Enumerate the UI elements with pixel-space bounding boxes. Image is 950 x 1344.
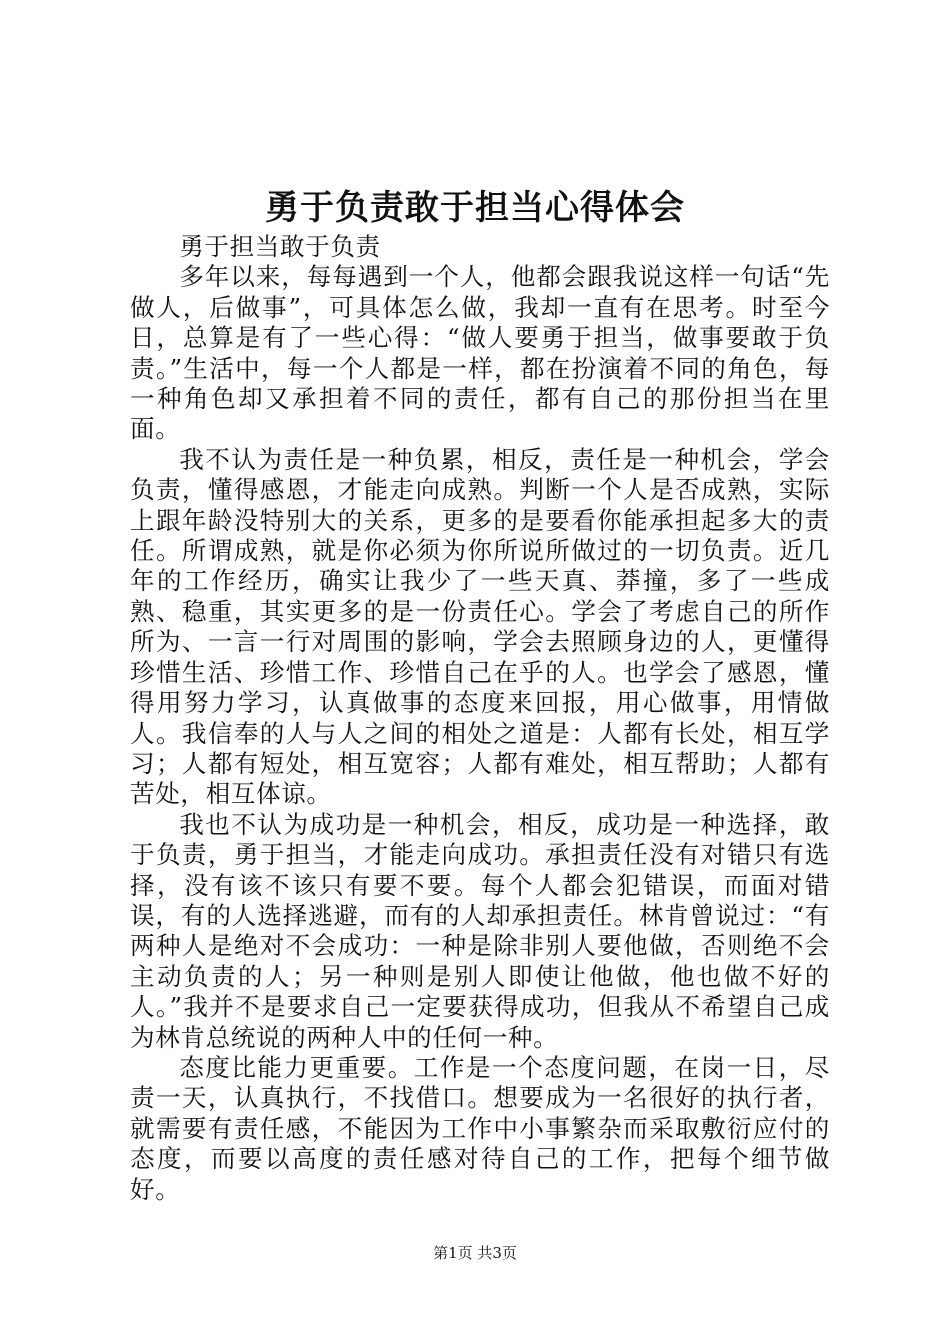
- paragraph: 我也不认为成功是一种机会，相反，成功是一种选择，敢于负责，勇于担当，才能走向成功。承担责任没有对错只有选择，没有该不该只有要不要。每个人都会犯错误，而面对错误，有的人选择逃避，而有的人却承担责任。林肯曾说过：“有两种人是绝对不会成功：一种是除非别人要他做，否则绝不会主动负责的人；另一种则是别人即使让他做，他也做不好的人。”我并不是要求自己一定要获得成功，但我从不希望自己成为林肯总统说的两种人中的任何一种。: [130, 809, 830, 1052]
- paragraph: 态度比能力更重要。工作是一个态度问题，在岗一日，尽责一天，认真执行，不找借口。想要成为一名很好的执行者，就需要有责任感，不能因为工作中小事繁杂而采取敷衍应付的态度，而要以高度的责任感对待自己的工作，把每个细节做好。: [130, 1052, 830, 1204]
- page-footer: [0, 1243, 950, 1263]
- paragraph-subtitle: 勇于担当敢于负责: [179, 232, 381, 261]
- document-title: 勇于负责敢于担当心得体会: [265, 188, 685, 228]
- page-number: 第1页 共3页: [433, 1244, 517, 1262]
- document-body: [130, 232, 830, 1205]
- paragraph: 我不认为责任是一种负累，相反，责任是一种机会，学会负责，懂得感恩，才能走向成熟。判断一个人是否成熟，实际上跟年龄没特别大的关系，更多的是要看你能承担起多大的责任。所谓成熟，就是你必须为你所说所做过的一切负责。近几年的工作经历，确实让我少了一些天真、莽撞，多了一些成熟、稳重，其实更多的是一份责任心。学会了考虑自己的所作所为、一言一行对周围的影响，学会去照顾身边的人，更懂得珍惜生活、珍惜工作、珍惜自己在乎的人。也学会了感恩，懂得用努力学习，认真做事的态度来回报，用心做事，用情做人。我信奉的人与人之间的相处之道是：人都有长处，相互学习；人都有短处，相互宽容；人都有难处，相互帮助；人都有苦处，相互体谅。: [130, 444, 830, 809]
- paragraph: 多年以来，每每遇到一个人，他都会跟我说这样一句话“先做人，后做事”，可具体怎么做，我却一直有在思考。时至今日，总算是有了一些心得：“做人要勇于担当，做事要敢于负责。”生活中，每一个人都是一样，都在扮演着不同的角色，每一种角色却又承担着不同的责任，都有自己的那份担当在里面。: [130, 262, 830, 444]
